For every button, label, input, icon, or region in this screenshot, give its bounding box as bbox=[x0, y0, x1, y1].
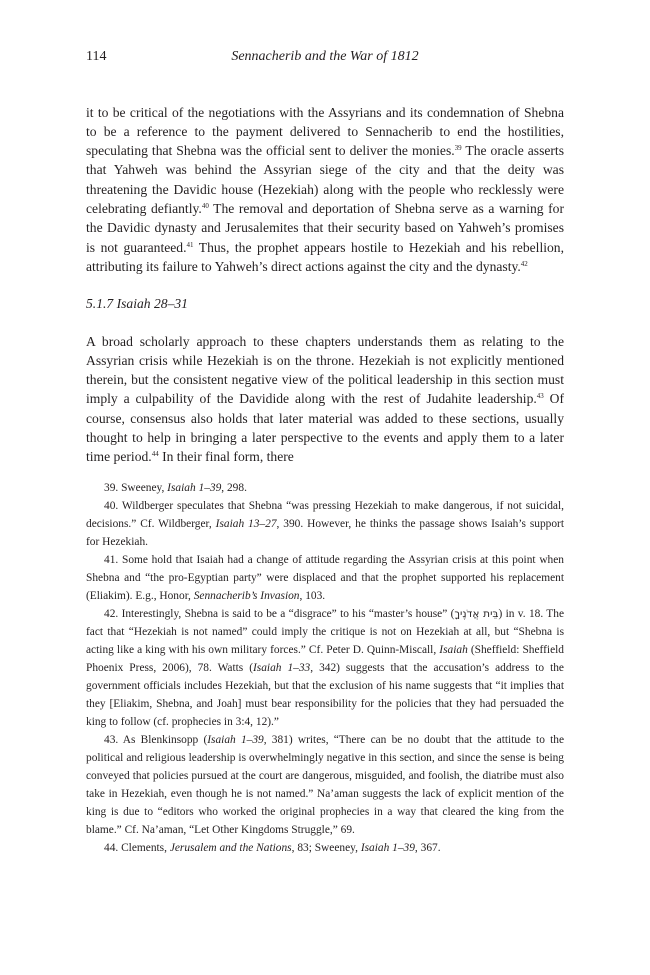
italic-text: Jerusalem and the Nations bbox=[169, 842, 292, 854]
footnote: 40. Wildberger speculates that Shebna “was pressing Hezekiah to make dangerous, if not suicidal, decisions.” Cf. Wildberger, Isaiah 13–27, 390. However, he thinks the passage shows Isaiah’s support for Hezekiah. bbox=[86, 500, 565, 548]
footnote: 42. Interestingly, Shebna is said to be a “disgrace” to his “master’s house” (בֵּית אֲדֹנֶיךָ) in v. 18. The fact that “Hezekiah is not named” could imply the critique is not on Hezekiah at all, but “Shebna is acting like a king with his own military forces.” Cf. Peter D. Quinn-Miscall, Isaiah (Sheffield: Sheffield Phoenix Press, 2006), 78. Watts (Isaiah 1–33, 342) suggests that the accusation’s address to the government officials includes Hezekiah, but that the exclusion of his name suggests that “it implies that they [Eliakim, Shebna, and Joah] must bear responsibility for the policies that they had persuaded the king to follow (cf. prophecies in 3:4, 12).” bbox=[86, 608, 565, 728]
running-title: Sennacherib and the War of 1812 bbox=[231, 49, 419, 64]
footnote-ref: 44 bbox=[151, 450, 159, 459]
footnote-ref: 43 bbox=[536, 392, 544, 401]
italic-text: Isaiah 1–39 bbox=[360, 842, 415, 854]
italic-text: Sennacherib’s Invasion bbox=[193, 590, 300, 602]
section-heading: 5.1.7 Isaiah 28–31 bbox=[86, 296, 188, 311]
footnote: 44. Clements, Jerusalem and the Nations, 83; Sweeney, Isaiah 1–39, 367. bbox=[104, 842, 441, 854]
hebrew-text: בֵּית אֲדֹנֶיךָ bbox=[454, 608, 499, 620]
italic-text: Isaiah 1–39 bbox=[167, 482, 222, 494]
footnote-ref: 40 bbox=[201, 202, 209, 211]
footnote: 41. Some hold that Isaiah had a change of attitude regarding the Assyrian crisis at this point when Shebna and “the pro-Egyptian party” were displaced and that the prophet supported his replacement (Eliakim). E.g., Honor, Sennacherib’s Invasion, 103. bbox=[86, 554, 564, 602]
body-paragraph: A broad scholarly approach to these chapters understands them as relating to the Assyrian crisis while Hezekiah is on the throne. Hezekiah is not explicitly mentioned therein, but the consistent negative view of the political leadership in this section must imply a culpability of the Davidide along with the rest of Judahite leadership.$^{43}$ Of course, consensus also holds that later material was added to these sections, usually thought to help in bringing a later perspective to the events and apply them to a later time period.$^{44}$ In their final form, there bbox=[86, 333, 564, 465]
footnotes bbox=[86, 479, 564, 857]
footnote: 39. Sweeney, Isaiah 1–39, 298. bbox=[104, 482, 247, 494]
running-header bbox=[86, 47, 564, 67]
footnote-ref: 42 bbox=[520, 259, 528, 268]
page-number: 114 bbox=[86, 49, 107, 64]
italic-text: Isaiah bbox=[439, 644, 468, 656]
footnote-ref: 39 bbox=[454, 144, 462, 153]
footnote: 43. As Blenkinsopp (Isaiah 1–39, 381) writes, “There can be no doubt that the attitude to the political and religious leadership is overwhelmingly negative in this section, and since the sense is being conveyed that policies pursued at the court are dangerous, misguided, and foolish, the diatribe must also take in Hezekiah, even though he is not named.” Na’aman suggests the lack of explicit mention of the king is due to “editors who worked the original prophecies in a way that cleared the king from the blame.” Cf. Na’aman, “Let Other Kingdoms Struggle,” 69. bbox=[86, 734, 565, 836]
italic-text: Isaiah 1–39 bbox=[207, 734, 264, 746]
italic-text: Isaiah 13–27 bbox=[215, 518, 277, 530]
body-paragraph: it to be critical of the negotiations with the Assyrians and its condemnation of Shebna to be a reference to the payment delivered to Sennacherib to end the hostilities, speculating that Shebna was the official sent to deliver the monies.$^{39}$ The oracle asserts that Yahweh was behind the Assyrian siege of the city and that the deity was threatening the Davidic house (Hezekiah) along with the people who recklessly were celebrating defiantly.$^{40}$ The removal and deportation of Shebna serve as a warning for the Davidic dynasty and Jerusalemites that their security based on Yahweh’s promises is not guaranteed.$^{41}$ Thus, the prophet appears hostile to Hezekiah and his rebellion, attributing its failure to Yahweh’s direct actions against the city and the dynasty.$^{42}$ bbox=[86, 104, 564, 274]
italic-text: Isaiah 1–33 bbox=[253, 662, 311, 674]
footnote-ref: 41 bbox=[186, 240, 194, 249]
